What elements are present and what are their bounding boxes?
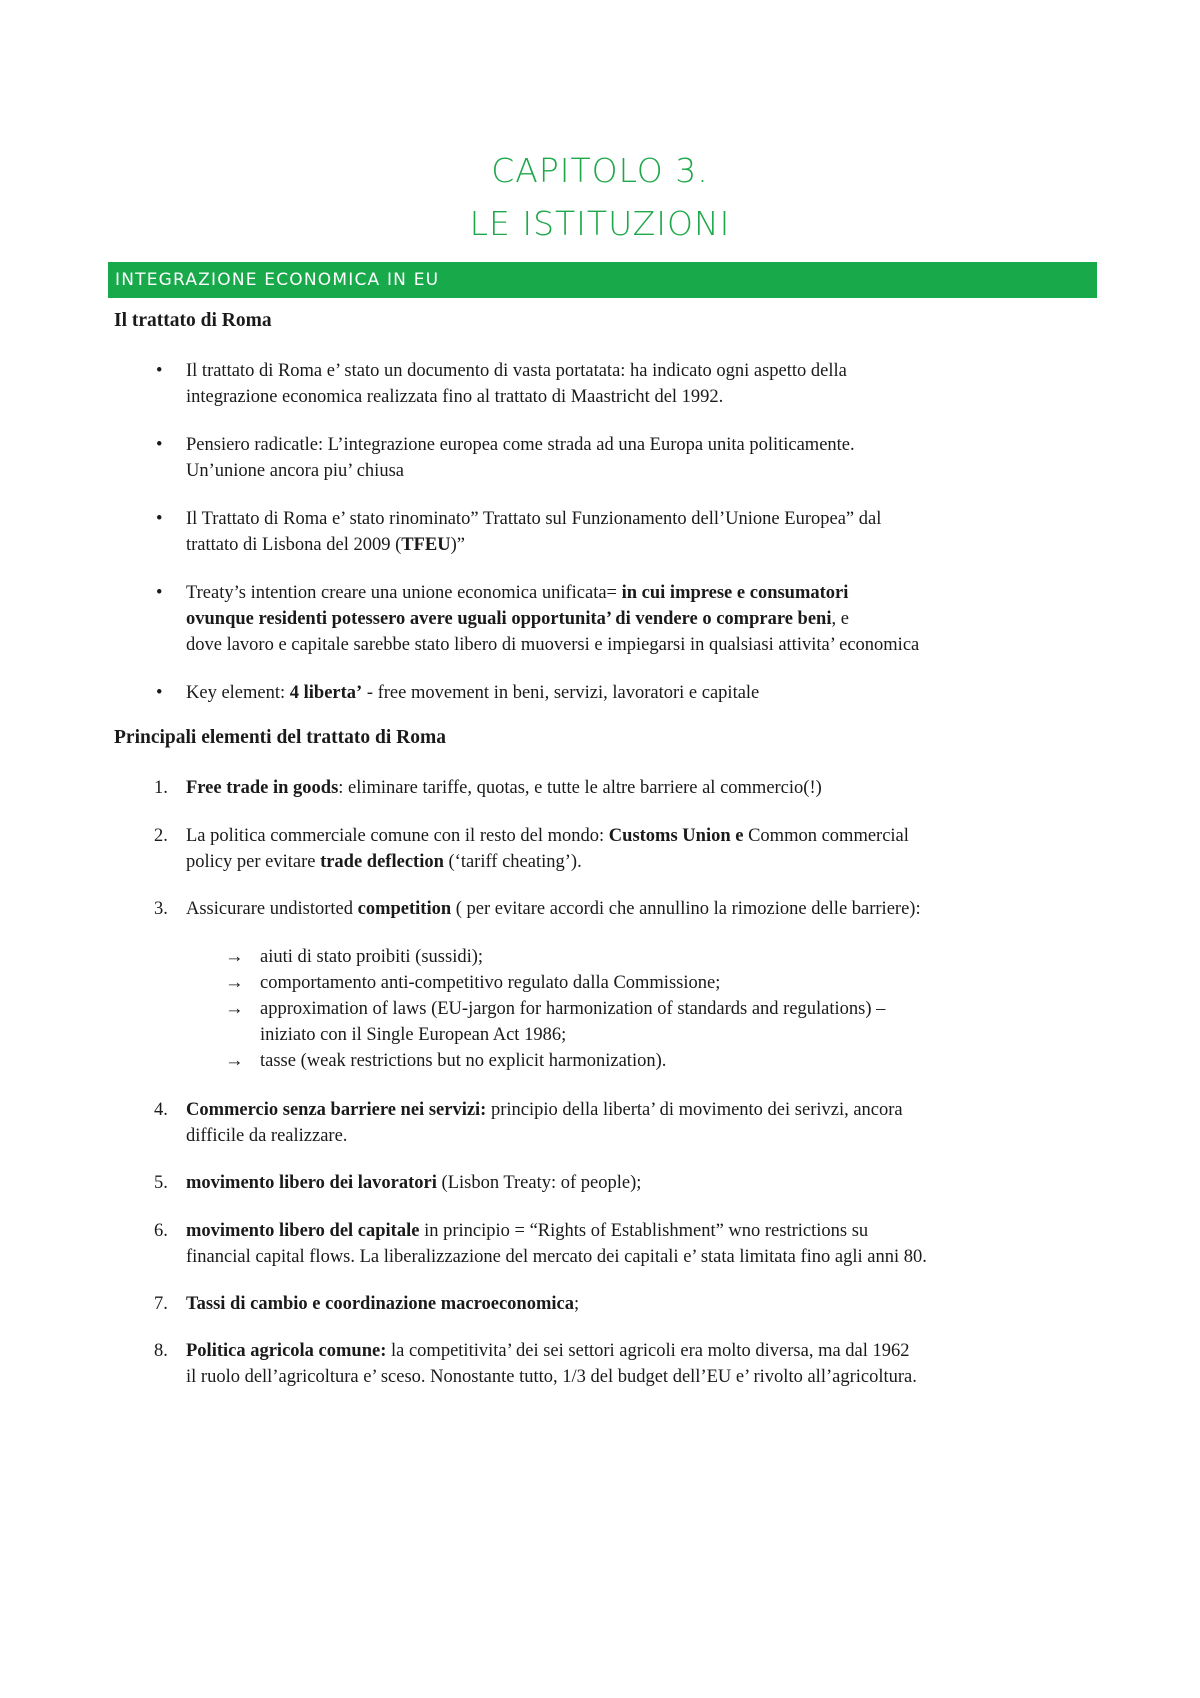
text-line bbox=[186, 896, 1106, 922]
text-run: Common commercial bbox=[743, 826, 909, 846]
bullet-marker: • bbox=[156, 683, 163, 703]
numbered-item bbox=[154, 1170, 1106, 1196]
text-line bbox=[186, 823, 1106, 849]
text-run: la competitivita’ dei sei settori agricoli era molto diversa, ma dal 1962 bbox=[386, 1341, 910, 1361]
section-header-bar bbox=[108, 262, 1097, 298]
bullet-marker: • bbox=[156, 361, 163, 381]
bullet-marker: • bbox=[156, 435, 163, 455]
text-bold: trade deflection bbox=[320, 852, 444, 872]
text-run: , e bbox=[831, 609, 849, 629]
text-run: La politica commerciale comune con il resto del mondo: bbox=[186, 826, 609, 846]
text-line: financial capital flows. La liberalizzazione del mercato dei capitali e’ stata limitata fino agli anni 80. bbox=[186, 1247, 927, 1267]
text-line: Il trattato di Roma e’ stato un documento di vasta portatata: ha indicato ogni aspetto della bbox=[186, 361, 847, 381]
text-line: integrazione economica realizzata fino al trattato di Maastricht del 1992. bbox=[186, 387, 724, 407]
text-run: : eliminare tariffe, quotas, e tutte le altre barriere al commercio(!) bbox=[338, 778, 822, 798]
arrow-icon: → bbox=[225, 947, 244, 967]
text-run: (Lisbon Treaty: of people); bbox=[436, 1173, 642, 1193]
chapter-title: CAPITOLO 3. bbox=[491, 151, 709, 190]
text-run: ; bbox=[573, 1294, 580, 1314]
item-number: 6. bbox=[154, 1221, 168, 1241]
text-run: Assicurare undistorted bbox=[186, 899, 358, 919]
text-bold: in cui imprese e consumatori bbox=[621, 583, 849, 603]
text-run: - free movement in beni, servizi, lavoratori e capitale bbox=[362, 683, 760, 703]
text-line bbox=[186, 1097, 1106, 1123]
text-line: dove lavoro e capitale sarebbe stato libero di muoversi e impiegarsi in qualsiasi attivita’ economica bbox=[186, 635, 920, 655]
text-line: il ruolo dell’agricoltura e’ sceso. Nonostante tutto, 1/3 del budget dell’EU e’ rivolto all’agricoltura. bbox=[186, 1367, 917, 1387]
text-line: approximation of laws (EU-jargon for harmonization of standards and regulations) – bbox=[260, 999, 886, 1019]
item-number: 1. bbox=[154, 778, 168, 798]
item-number: 5. bbox=[154, 1173, 168, 1193]
text-line bbox=[186, 532, 1106, 558]
bullet-marker: • bbox=[156, 583, 163, 603]
text-run: )” bbox=[450, 535, 465, 555]
bullet-item bbox=[156, 680, 1106, 706]
text-bold: Politica agricola comune: bbox=[186, 1341, 387, 1361]
text-line bbox=[186, 1291, 1106, 1317]
arrow-icon: → bbox=[225, 999, 244, 1019]
chapter-subtitle: LE ISTITUZIONI bbox=[469, 204, 731, 243]
numbered-item bbox=[154, 1338, 1106, 1390]
numbered-item bbox=[154, 1097, 1106, 1149]
text-line bbox=[186, 775, 1106, 801]
text-bold: ovunque residenti potessero avere uguali opportunita’ di vendere o comprare beni bbox=[186, 609, 832, 629]
bullet-item bbox=[156, 506, 1106, 558]
text-line: tasse (weak restrictions but no explicit harmonization). bbox=[260, 1051, 667, 1071]
text-line bbox=[186, 849, 1106, 875]
text-run: ( per evitare accordi che annullino la rimozione delle barriere): bbox=[451, 899, 921, 919]
text-line bbox=[186, 606, 1106, 632]
bullet-marker: • bbox=[156, 509, 163, 529]
text-line: aiuti di stato proibiti (sussidi); bbox=[260, 947, 484, 967]
text-line bbox=[186, 580, 1106, 606]
text-run: in principio = “Rights of Establishment” wno restrictions su bbox=[419, 1221, 869, 1241]
numbered-item bbox=[154, 823, 1106, 875]
arrow-item bbox=[225, 944, 1090, 970]
text-line: Pensiero radicatle: L’integrazione europea come strada ad una Europa unita politicamente. bbox=[186, 435, 855, 455]
bullet-item bbox=[156, 358, 1106, 410]
text-run: Key element: bbox=[186, 683, 290, 703]
text-line bbox=[186, 1170, 1106, 1196]
text-run: trattato di Lisbona del 2009 ( bbox=[186, 535, 402, 555]
section-header-text: INTEGRAZIONE ECONOMICA IN EU bbox=[115, 270, 440, 290]
text-bold: competition bbox=[357, 899, 452, 919]
arrow-item bbox=[225, 996, 1090, 1048]
text-run: principio della liberta’ di movimento dei serivzi, ancora bbox=[486, 1100, 903, 1120]
text-bold: Commercio senza barriere nei servizi: bbox=[186, 1100, 487, 1120]
numbered-item bbox=[154, 896, 1106, 922]
text-bold: TFEU bbox=[401, 535, 451, 555]
subheading-principali-elementi: Principali elementi del trattato di Roma bbox=[114, 727, 446, 748]
text-run: (‘tariff cheating’). bbox=[443, 852, 582, 872]
text-line: comportamento anti-competitivo regulato dalla Commissione; bbox=[260, 973, 721, 993]
numbered-item bbox=[154, 1218, 1106, 1270]
arrow-icon: → bbox=[225, 1051, 244, 1071]
arrow-item bbox=[225, 970, 1090, 996]
text-bold: Free trade in goods bbox=[186, 778, 339, 798]
text-bold: Tassi di cambio e coordinazione macroeconomica bbox=[186, 1294, 574, 1314]
text-run: Treaty’s intention creare una unione economica unificata= bbox=[186, 583, 622, 603]
text-bold: 4 liberta’ bbox=[289, 683, 363, 703]
text-bold: Customs Union e bbox=[608, 826, 744, 846]
text-bold: movimento libero del capitale bbox=[186, 1221, 420, 1241]
item-number: 2. bbox=[154, 826, 168, 846]
bullet-item bbox=[156, 432, 1106, 484]
text-line bbox=[186, 1338, 1106, 1364]
item-number: 4. bbox=[154, 1100, 168, 1120]
text-bold: movimento libero dei lavoratori bbox=[186, 1173, 437, 1193]
subheading-trattato-roma: Il trattato di Roma bbox=[114, 310, 272, 331]
bullet-item bbox=[156, 580, 1106, 658]
numbered-item bbox=[154, 1291, 1106, 1317]
arrow-item bbox=[225, 1048, 1090, 1074]
item-number: 8. bbox=[154, 1341, 168, 1361]
text-line bbox=[186, 680, 1106, 706]
item-number: 3. bbox=[154, 899, 168, 919]
text-line: iniziato con il Single European Act 1986; bbox=[260, 1025, 567, 1045]
text-line: Un’unione ancora piu’ chiusa bbox=[186, 461, 404, 481]
item-number: 7. bbox=[154, 1294, 168, 1314]
text-line: Il Trattato di Roma e’ stato rinominato” Trattato sul Funzionamento dell’Unione Europea” dal bbox=[186, 509, 882, 529]
arrow-icon: → bbox=[225, 973, 244, 993]
text-run: policy per evitare bbox=[186, 852, 321, 872]
text-line: difficile da realizzare. bbox=[186, 1126, 348, 1146]
numbered-item bbox=[154, 775, 1106, 801]
text-line bbox=[186, 1218, 1106, 1244]
